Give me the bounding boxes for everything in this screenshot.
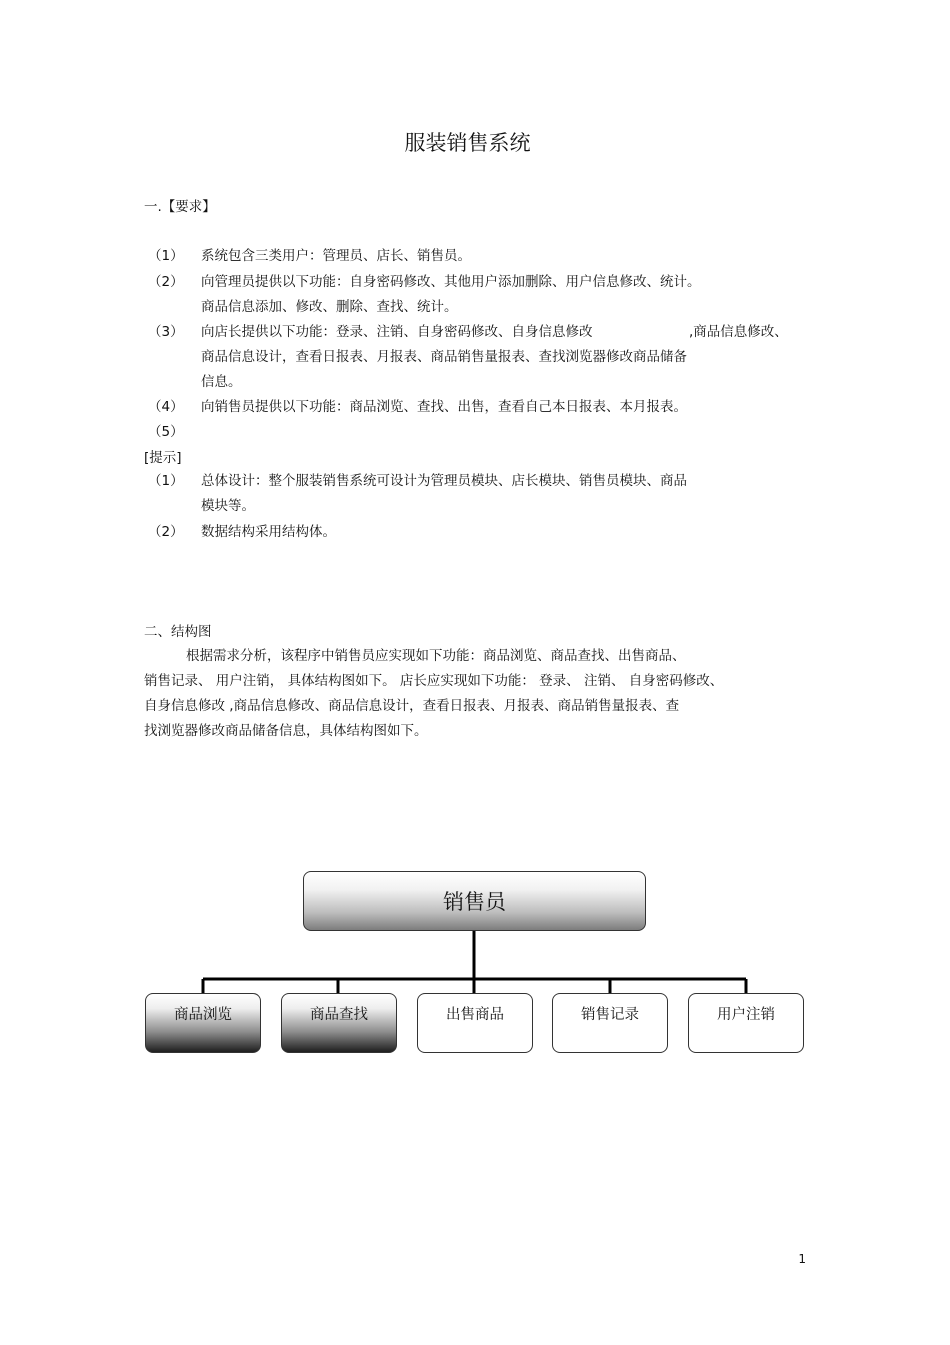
- diagram-child-node: 商品浏览: [145, 993, 261, 1053]
- item-number: （3）: [148, 324, 184, 340]
- document-title: 服装销售系统: [404, 131, 531, 155]
- hint-number: （1）: [148, 473, 184, 489]
- diagram-child-node: 商品查找: [281, 993, 397, 1053]
- item-text: 向销售员提供以下功能：商品浏览、查找、出售，查看自己本日报表、本月报表。: [201, 399, 687, 415]
- item-text: 商品信息添加、修改、删除、查找、统计。: [201, 299, 458, 315]
- page-number: 1: [798, 1252, 806, 1266]
- diagram-child-node: 销售记录: [552, 993, 668, 1053]
- item-number: （4）: [148, 399, 184, 415]
- item-number: （2）: [148, 274, 184, 290]
- item-text: 商品信息设计，查看日报表、月报表、商品销售量报表、查找浏览器修改商品储备: [201, 349, 687, 365]
- hint-text: 数据结构采用结构体。: [201, 524, 336, 540]
- diagram-child-node: 用户注销: [688, 993, 804, 1053]
- diagram-root-node: 销售员: [303, 871, 646, 931]
- diagram-child-node: 出售商品: [417, 993, 533, 1053]
- item-text: ,商品信息修改、: [689, 324, 788, 340]
- hint-text: 模块等。: [201, 498, 255, 514]
- paragraph-line: 自身信息修改 ,商品信息修改、商品信息设计，查看日报表、月报表、商品销售量报表、查: [144, 698, 680, 714]
- paragraph-line: 根据需求分析，该程序中销售员应实现如下功能：商品浏览、商品查找、出售商品、: [186, 648, 686, 664]
- item-number: （1）: [148, 248, 184, 264]
- item-text: 向管理员提供以下功能：自身密码修改、其他用户添加删除、用户信息修改、统计。: [201, 274, 701, 290]
- hint-heading: [提示]: [144, 450, 182, 466]
- hint-number: （2）: [148, 524, 184, 540]
- hint-text: 总体设计：整个服装销售系统可设计为管理员模块、店长模块、销售员模块、商品: [201, 473, 687, 489]
- paragraph-line: 找浏览器修改商品储备信息，具体结构图如下。: [144, 723, 428, 739]
- section-heading-requirements: 一.【要求】: [144, 199, 216, 215]
- paragraph-line: 销售记录、 用户注销， 具体结构图如下。 店长应实现如下功能： 登录、 注销、 自身密码修改、: [144, 673, 724, 689]
- section-heading-structure: 二、结构图: [144, 624, 212, 640]
- item-text: 向店长提供以下功能：登录、注销、自身密码修改、自身信息修改: [201, 324, 593, 340]
- item-text: 系统包含三类用户：管理员、店长、销售员。: [201, 248, 471, 264]
- item-text: 信息。: [201, 374, 242, 390]
- item-number: （5）: [148, 424, 184, 440]
